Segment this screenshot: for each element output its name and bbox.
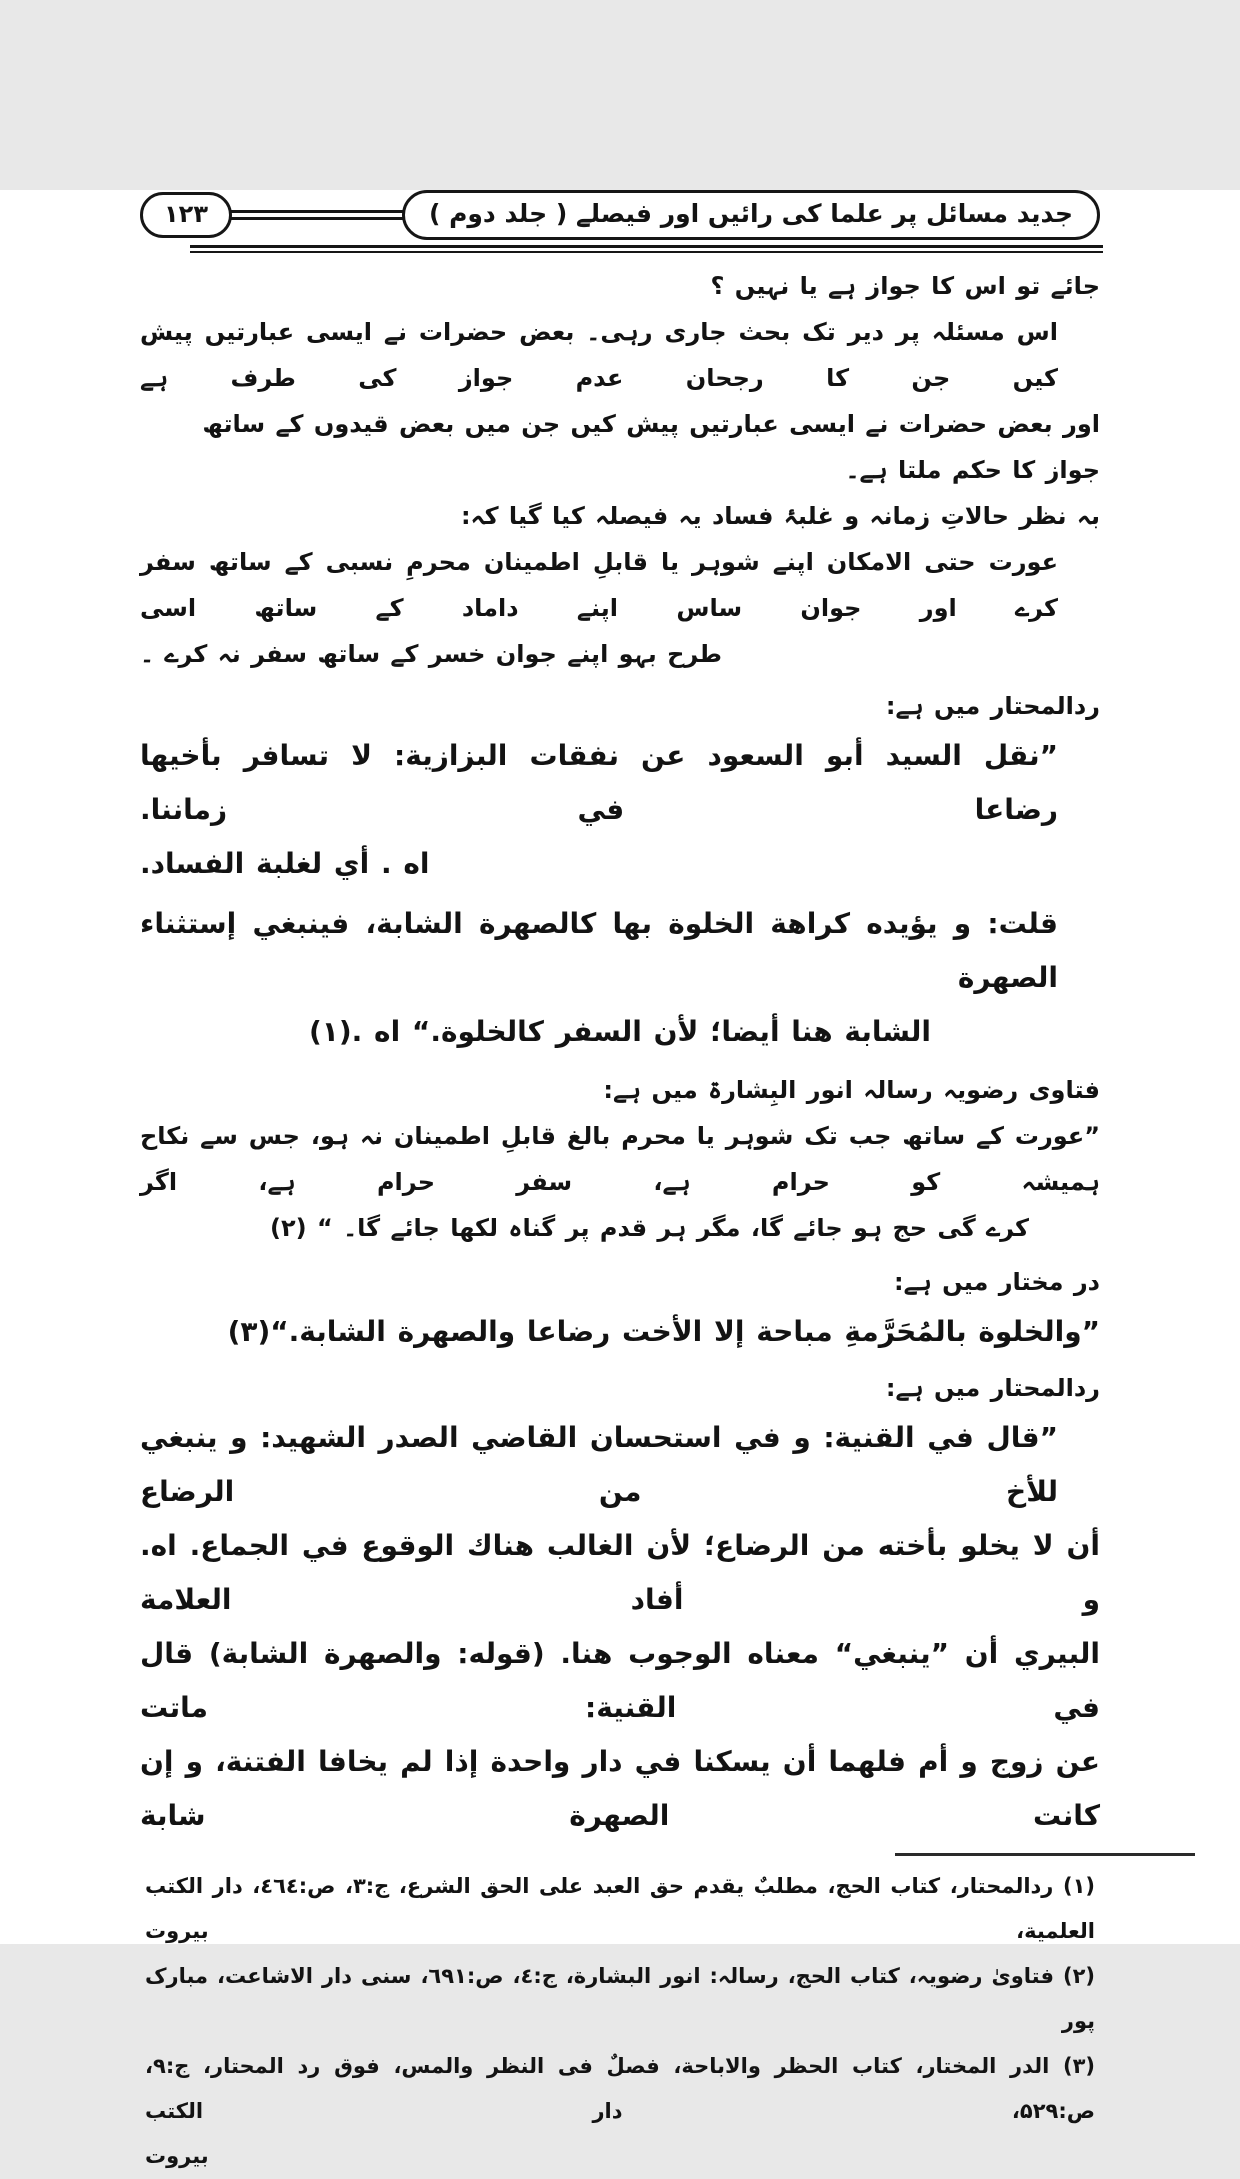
text-line: ”عورت کے ساتھ جب تک شوہر یا محرم بالغ قابلِ اطمینان نہ ہو، جس سے نکاح ہمیشہ کو حرام ہے، سفر حرام ہے، اگر	[140, 1122, 1100, 1196]
book-title: جدید مسائل پر علما کی رائیں اور فیصلے ( جلد دوم )	[428, 199, 1073, 228]
text-line: البيري أن ”ينبغي“ معناه الوجوب هنا. (قوله: والصهرة الشابة) قال في القنية: ماتت	[140, 1637, 1100, 1724]
text-line: طرح بہو اپنے جوان خسر کے ساتھ سفر نہ کرے ۔	[140, 640, 722, 668]
page-number-badge	[140, 192, 232, 238]
text-line: ”قال في القنية: و في استحسان القاضي الصدر الشهيد: و ينبغي للأخ من الرضاع	[140, 1421, 1058, 1508]
text-line: در مختار میں ہے:	[894, 1268, 1100, 1296]
text-line: ردالمحتار میں ہے:	[885, 692, 1100, 720]
page-number: ۱۲۳	[164, 200, 208, 228]
text-line: ”نقل السيد أبو السعود عن نفقات البزازية: لا تسافر بأخيها رضاعا في زماننا.	[140, 739, 1058, 826]
page-body	[0, 253, 1240, 1843]
text-line: کرے گی حج ہو جائے گا، مگر ہر قدم پر گناہ لکھا جائے گا۔ “ (۲)	[270, 1214, 1029, 1242]
text-line: بہ نظر حالاتِ زمانہ و غلبۂ فساد یہ فیصلہ کیا گیا کہ:	[460, 502, 1100, 530]
footnote-item: (۱) ردالمحتار، کتاب الحج، مطلبٌ یقدم حق العبد علی الحق الشرع، ج:۳، ص:٤٦٤، دار الکتب العلمیة، بیروت	[145, 1874, 1096, 1943]
footnote-item: بیروت	[145, 2144, 209, 2168]
header-double-rule	[230, 210, 404, 220]
text-line: اور بعض حضرات نے ایسی عبارتیں پیش کیں جن میں بعض قیدوں کے ساتھ جواز کا حکم ملتا ہے۔	[202, 410, 1100, 484]
book-page	[0, 190, 1240, 2168]
page-header	[140, 190, 1100, 240]
footnote-item: (۳) الدر المختار، کتاب الحظر والاباحة، فصلٌ فی النظر والمس، فوق رد المحتار، ج:۹، ص:۵۲۹، دار الکتب	[145, 2054, 1095, 2123]
text-line: اس مسئلہ پر دیر تک بحث جاری رہی۔ بعض حضرات نے ایسی عبارتیں پیش کیں جن کا رجحان عدم جواز کی طرف ہے	[140, 318, 1058, 392]
text-line: جائے تو اس کا جواز ہے یا نہیں ؟	[710, 272, 1100, 300]
header-underline-rule	[190, 245, 1103, 253]
footnote-separator	[895, 1853, 1195, 1856]
footnote-item: (۲) فتاویٰ رضویہ، کتاب الحج، رسالہ: انور البشارة، ج:٤، ص:٦٩١، سنی دار الاشاعت، مبارک پور	[145, 1964, 1095, 2033]
book-title-cartouche	[402, 190, 1100, 240]
text-line: ”والخلوة بالمُحَرَّمةِ مباحة إلا الأخت رضاعا والصهرة الشابة.“(۳)	[227, 1315, 1100, 1348]
text-line: عن زوج و أم فلهما أن يسكنا في دار واحدة إذا لم يخافا الفتنة، و إن كانت الصهرة شابة	[140, 1745, 1100, 1832]
text-line: الشابة هنا أيضا؛ لأن السفر كالخلوة.“ اه .(۱)	[308, 1015, 932, 1048]
text-line: اه . أي لغلبة الفساد.	[140, 847, 430, 880]
text-line: ردالمحتار میں ہے:	[885, 1374, 1100, 1402]
text-line: فتاوی رضویہ رسالہ انور البِشارۃ میں ہے:	[603, 1076, 1100, 1104]
text-line: عورت حتی الامکان اپنے شوہر یا قابلِ اطمینان محرمِ نسبی کے ساتھ سفر کرے اور جوان ساس اپنے داماد کے ساتھ اسی	[140, 548, 1058, 622]
footnotes-section	[0, 1864, 1240, 2179]
text-line: أن لا يخلو بأخته من الرضاع؛ لأن الغالب هناك الوقوع في الجماع. اه. و أفاد العلامة	[140, 1529, 1100, 1616]
text-line: قلت: و يؤيده كراهة الخلوة بها كالصهرة الشابة، فينبغي إستثناء الصهرة	[140, 907, 1058, 994]
